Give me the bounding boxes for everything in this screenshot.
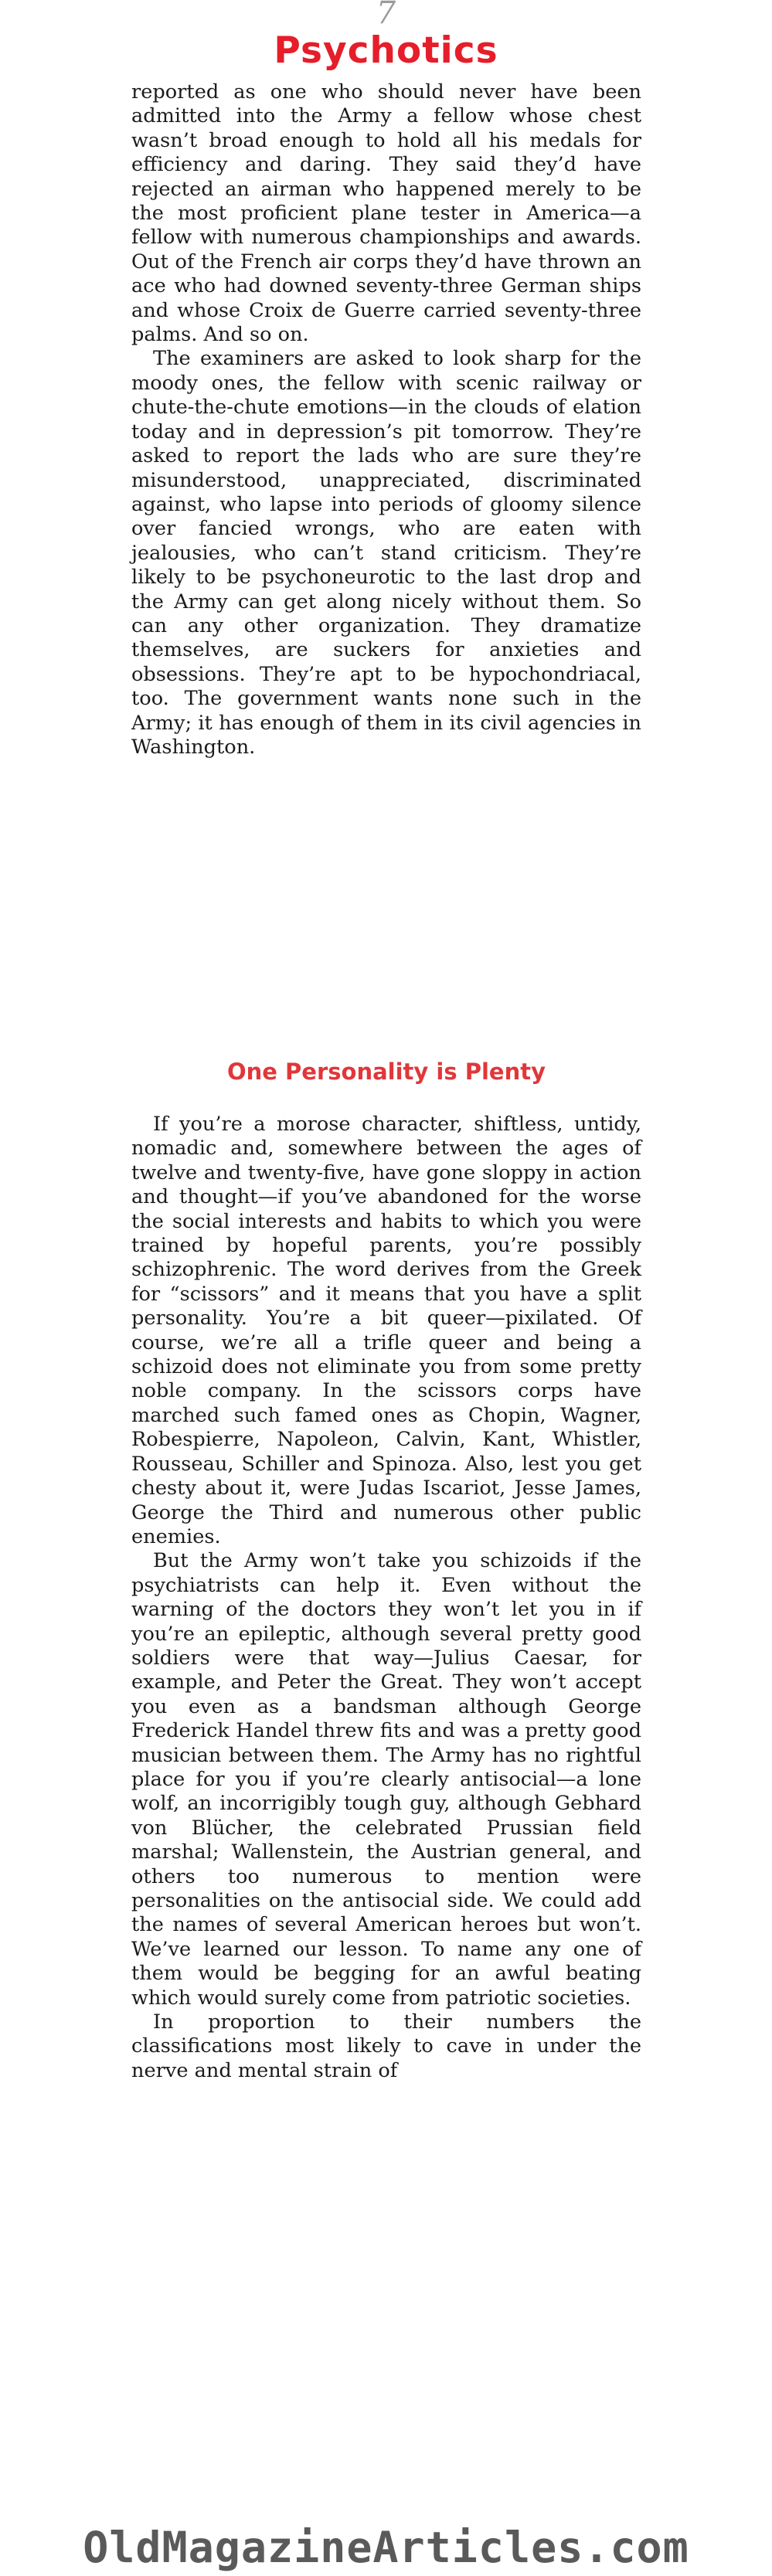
paragraph: But the Army won’t take you schizoids if the psychiatrists can help it. Even without the warning of the doctors they won’t let you in if you’re an epileptic, although several pretty good soldiers were that way—Julius Caesar, for example, and Peter the Great. They won’t accept you even as a bandsman although George Frederick Handel threw fits and was a pretty good musician between them. The Army has no rightful place for you if you’re clearly antisocial—a lone wolf, an incorrigibly tough guy, although Gebhard von Blücher, the celebrated Prussian field marshal; Wallenstein, the Austrian general, and others too numerous to mention were personalities on the antisocial side. We could add the names of several American heroes but won’t. We’ve learned our lesson. To name any one of them would be begging for an awful beating which would surely come from patriotic societies. [131, 1549, 641, 2010]
paragraph: reported as one who should never have been admitted into the Army a fellow whose chest wasn’t broad enough to hold all his medals for efficiency and daring. They said they’d have rejected an airman who happened merely to be the most proficient plane tester in America—a fellow with numerous championships and awards. Out of the French air corps they’d have thrown an ace who had downed seventy-three German ships and whose Croix de Guerre carried seventy-three palms. And so on. [131, 80, 641, 347]
article-title: Psychotics [274, 29, 498, 72]
paragraph: In proportion to their numbers the classifications most likely to cave in under the nerve and mental strain of [131, 2010, 641, 2082]
page-number: 7 [376, 0, 396, 31]
paragraph: The examiners are asked to look sharp for the moody ones, the fellow with scenic railway or chute-the-chute emotions—in the clouds of elation today and in depression’s pit tomorrow. They’re asked to report the lads who are sure they’re misunderstood, unappreciated, discriminated against, who lapse into periods of gloomy silence over fancied wrongs, who are eaten with jealousies, who can’t stand criticism. They’re likely to be psychoneurotic to the last drop and the Army can get along nicely without them. So can any other organization. They dramatize themselves, are suckers for anxieties and obsessions. They’re apt to be hypochondriacal, too. The government wants none such in the Army; it has enough of them in its civil agencies in Washington. [131, 347, 641, 759]
body-text-section-2 [131, 1113, 641, 2083]
paragraph: If you’re a morose character, shiftless, untidy, nomadic and, somewhere between the ages of twelve and twenty-five, have gone sloppy in action and thought—if you’ve abandoned for the worse the social interests and habits to which you were trained by hopeful parents, you’re possibly schizophrenic. The word derives from the Greek for “scissors” and it means that you have a split personality. You’re a bit queer—pixilated. Of course, we’re all a trifle queer and being a schizoid does not eliminate you from some pretty noble company. In the scissors corps have marched such famed ones as Chopin, Wagner, Robespierre, Napoleon, Calvin, Kant, Whistler, Rousseau, Schiller and Spinoza. Also, lest you get chesty about it, were Judas Iscariot, Jesse James, George the Third and numerous other public enemies. [131, 1113, 641, 1548]
site-watermark: OldMagazineArticles.com [83, 2523, 689, 2572]
body-text-section-1 [131, 80, 641, 760]
section-heading: One Personality is Plenty [226, 1059, 546, 1085]
